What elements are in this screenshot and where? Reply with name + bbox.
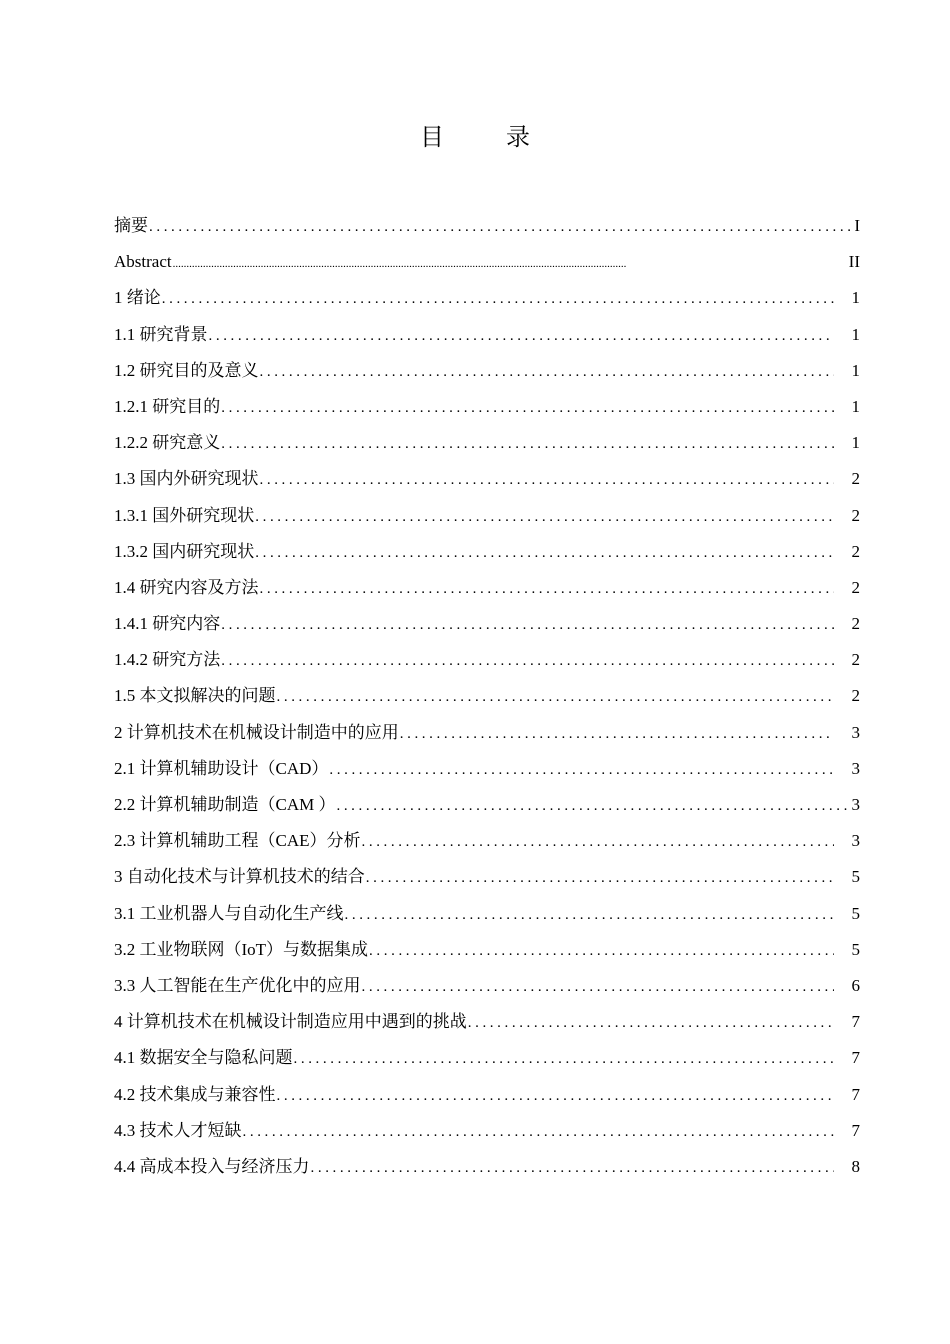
dot-leader bbox=[255, 499, 834, 535]
toc-entry-page: 2 bbox=[851, 614, 860, 634]
toc-entry-page: 7 bbox=[851, 1048, 860, 1068]
toc-entry-label: 1 绪论 bbox=[114, 288, 161, 308]
toc-entry[interactable] bbox=[114, 425, 860, 461]
dot-leader bbox=[311, 1150, 835, 1186]
toc-entry-page: 5 bbox=[851, 939, 860, 959]
dot-leader bbox=[221, 607, 834, 643]
toc-entry-page: 2 bbox=[851, 469, 860, 489]
toc-entry-label: 3.1 工业机器人与自动化生产线 bbox=[114, 903, 344, 923]
dot-leader bbox=[260, 571, 835, 607]
toc-entry[interactable] bbox=[114, 606, 860, 642]
toc-entry-page: 2 bbox=[851, 505, 860, 525]
toc-entry[interactable] bbox=[114, 1113, 860, 1149]
toc-entry-label: 3.3 人工智能在生产优化中的应用 bbox=[114, 975, 361, 995]
toc-entry[interactable] bbox=[114, 498, 860, 534]
toc-entry-page: 5 bbox=[851, 867, 860, 887]
toc-entry-label: 1.3 国内外研究现状 bbox=[114, 469, 259, 489]
dot-leader bbox=[260, 462, 835, 498]
toc-entry-label: 4.4 高成本投入与经济压力 bbox=[114, 1156, 310, 1176]
toc-entry-page: 7 bbox=[851, 1120, 860, 1140]
toc-entry-page: 1 bbox=[851, 288, 860, 308]
toc-entry[interactable] bbox=[114, 859, 860, 895]
toc-entry[interactable] bbox=[114, 353, 860, 389]
toc-entry-page: 2 bbox=[851, 577, 860, 597]
toc-entry-label: 2.2 计算机辅助制造（CAM ） bbox=[114, 795, 336, 814]
dot-leader bbox=[336, 788, 849, 824]
toc-entry[interactable] bbox=[114, 317, 860, 353]
page-title: 目 录 bbox=[420, 125, 558, 151]
dot-leader bbox=[149, 209, 852, 245]
dot-leader bbox=[255, 535, 834, 571]
toc-entry-label: 2.1 计算机辅助设计（CAD） bbox=[114, 758, 329, 778]
dot-leader bbox=[277, 679, 835, 715]
toc-entry-label: 1.5 本文拟解决的问题 bbox=[114, 686, 276, 706]
toc-entry-label: 1.3.2 国内研究现状 bbox=[114, 541, 255, 561]
toc-entry-page: 1 bbox=[851, 360, 860, 380]
toc-entry-page: 7 bbox=[851, 1012, 860, 1032]
dot-leader bbox=[400, 716, 834, 752]
toc-entry-page: 1 bbox=[851, 396, 860, 416]
dot-leader bbox=[369, 933, 834, 969]
toc-entry-label: 4 计算机技术在机械设计制造应用中遇到的挑战 bbox=[114, 1012, 467, 1032]
toc-entry[interactable] bbox=[114, 642, 860, 678]
toc-entry[interactable] bbox=[114, 1149, 860, 1185]
toc-entry-page: 3 bbox=[851, 795, 860, 814]
toc-entry[interactable] bbox=[114, 823, 860, 859]
toc-entry-page: 2 bbox=[851, 650, 860, 670]
toc-entry[interactable] bbox=[114, 896, 860, 932]
toc-entry-page: 1 bbox=[851, 324, 860, 344]
toc-entry-label: 4.1 数据安全与隐私问题 bbox=[114, 1048, 293, 1068]
toc-entry[interactable] bbox=[114, 461, 860, 497]
dot-leader bbox=[468, 1005, 834, 1041]
toc-entry-page: I bbox=[854, 216, 860, 235]
dot-leader bbox=[243, 1114, 835, 1150]
dot-leader bbox=[366, 860, 834, 896]
table-of-contents bbox=[114, 208, 860, 1185]
dot-leader bbox=[209, 318, 835, 354]
toc-entry-page: 3 bbox=[851, 758, 860, 778]
toc-entry-label: 摘要 bbox=[114, 216, 148, 235]
toc-entry[interactable] bbox=[114, 932, 860, 968]
dot-leader bbox=[329, 752, 834, 788]
toc-entry-page: 1 bbox=[851, 433, 860, 453]
toc-entry[interactable] bbox=[114, 715, 860, 751]
toc-entry-label: 1.4 研究内容及方法 bbox=[114, 577, 259, 597]
toc-entry-abstract-en[interactable] bbox=[114, 244, 860, 280]
toc-entry[interactable] bbox=[114, 389, 860, 425]
toc-entry-page: 8 bbox=[851, 1156, 860, 1176]
toc-entry-label: 1.2.1 研究目的 bbox=[114, 396, 221, 416]
dot-leader bbox=[260, 354, 835, 390]
toc-entry[interactable] bbox=[114, 751, 860, 787]
toc-entry[interactable] bbox=[114, 678, 860, 714]
toc-entry[interactable] bbox=[114, 1040, 860, 1076]
toc-entry-page: II bbox=[848, 252, 860, 272]
toc-entry-label: 1.2.2 研究意义 bbox=[114, 433, 221, 453]
dot-leader bbox=[221, 426, 834, 462]
dot-leader bbox=[345, 897, 835, 933]
dot-leader bbox=[362, 824, 835, 860]
dot-leader bbox=[277, 1078, 835, 1114]
toc-entry[interactable] bbox=[114, 280, 860, 316]
toc-entry-page: 2 bbox=[851, 541, 860, 561]
toc-entry[interactable] bbox=[114, 968, 860, 1004]
toc-entry-page: 7 bbox=[851, 1084, 860, 1104]
toc-entry-label: 3.2 工业物联网（IoT）与数据集成 bbox=[114, 939, 369, 959]
toc-entry[interactable] bbox=[114, 534, 860, 570]
toc-entry-page: 6 bbox=[851, 975, 860, 995]
dot-leader bbox=[173, 246, 847, 282]
dot-leader bbox=[221, 643, 834, 679]
dot-leader bbox=[294, 1041, 835, 1077]
toc-entry-label: 1.2 研究目的及意义 bbox=[114, 360, 259, 380]
toc-entry-label: 2 计算机技术在机械设计制造中的应用 bbox=[114, 722, 399, 742]
toc-entry-label: Abstract bbox=[114, 252, 172, 272]
toc-entry-label: 1.1 研究背景 bbox=[114, 324, 208, 344]
toc-entry[interactable] bbox=[114, 1004, 860, 1040]
toc-entry-label: 1.4.1 研究内容 bbox=[114, 614, 221, 634]
toc-entry-page: 2 bbox=[851, 686, 860, 706]
toc-entry-label: 1.4.2 研究方法 bbox=[114, 650, 221, 670]
toc-entry-label: 4.2 技术集成与兼容性 bbox=[114, 1084, 276, 1104]
toc-entry-abstract-cn[interactable] bbox=[114, 208, 860, 244]
toc-entry-label: 3 自动化技术与计算机技术的结合 bbox=[114, 867, 365, 887]
toc-entry-label: 4.3 技术人才短缺 bbox=[114, 1120, 242, 1140]
toc-entry[interactable] bbox=[114, 787, 860, 823]
toc-entry-label: 1.3.1 国外研究现状 bbox=[114, 505, 255, 525]
toc-entry-page: 3 bbox=[851, 831, 860, 851]
toc-entry-label: 2.3 计算机辅助工程（CAE）分析 bbox=[114, 831, 361, 851]
toc-entry-page: 3 bbox=[851, 722, 860, 742]
dot-leader bbox=[362, 969, 835, 1005]
toc-entry[interactable] bbox=[114, 570, 860, 606]
toc-entry-page: 5 bbox=[851, 903, 860, 923]
toc-entry[interactable] bbox=[114, 1077, 860, 1113]
dot-leader bbox=[162, 281, 834, 317]
dot-leader bbox=[221, 390, 834, 426]
